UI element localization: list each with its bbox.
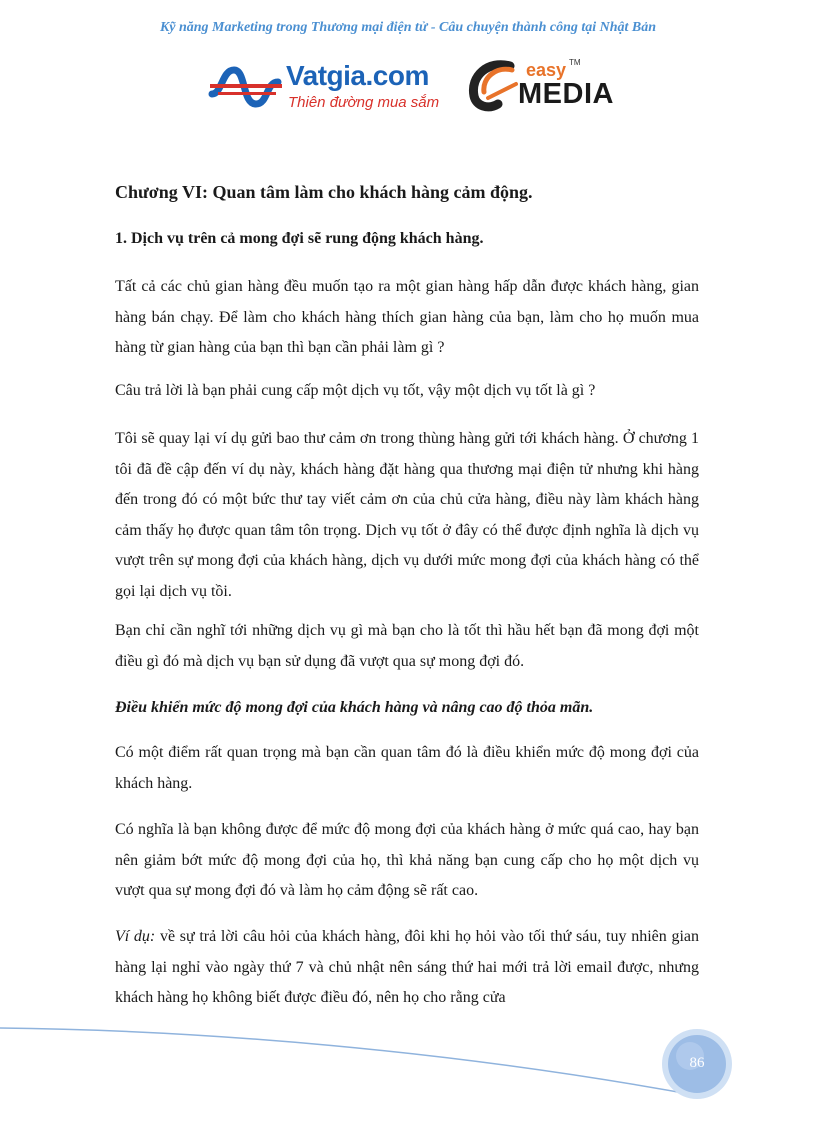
media-wordmark: MEDIA xyxy=(518,78,614,110)
section-1-title: 1. Dịch vụ trên cả mong đợi sẽ rung động khách hàng. xyxy=(115,230,484,247)
paragraph-2: Câu trả lời là bạn phải cung cấp một dịch vụ tốt, vậy một dịch vụ tốt là gì ? xyxy=(115,382,596,399)
paragraph-3: Tôi sẽ quay lại ví dụ gửi bao thư cảm ơn trong thùng hàng gửi tới khách hàng. Ở chương 1 tôi đã đề cập đến ví dụ này, khách hàng đặt hàng qua thương mại điện tử nhưng khi hàng đến trong đó có một bức thư tay viết cảm ơn của chủ cửa hàng, điều này làm khách hàng cảm thấy họ được quan tâm tôn trọng. Dịch vụ tốt ở đây có thể được định nghĩa là dịch vụ vượt trên sự mong đợi của khách hàng, dịch vụ dưới mức mong đợi của khách hàng có thể gọi lại dịch vụ tồi. xyxy=(115,430,699,600)
trademark-mark: TM xyxy=(569,58,581,67)
paragraph-6: Có nghĩa là bạn không được để mức độ mong đợi của khách hàng ở mức quá cao, hay bạn nên giảm bớt mức độ mong đợi của họ, thì khả năng bạn cung cấp cho họ một dịch vụ vượt qua sự mong đợi đó và làm họ cảm động sẽ rất cao. xyxy=(115,821,699,899)
example-label: Ví dụ: xyxy=(115,928,156,945)
page-number: 86 xyxy=(689,1055,705,1071)
running-header: Kỹ năng Marketing trong Thương mại điện tử - Câu chuyện thành công tại Nhật Bản xyxy=(159,20,657,35)
paragraph-1: Tất cả các chủ gian hàng đều muốn tạo ra một gian hàng hấp dẫn được khách hàng, gian hàng bán chạy. Để làm cho khách hàng thích gian hàng của bạn, làm cho họ muốn mua hàng từ gian hàng của bạn thì bạn cần phải làm gì ? xyxy=(115,278,699,356)
paragraph-7-text: về sự trả lời câu hỏi của khách hàng, đôi khi họ hỏi vào tối thứ sáu, tuy nhiên gian hàng lại nghỉ vào ngày thứ 7 và chủ nhật nên sáng thứ hai mới trả lời email được, nhưng khách hàng họ không biết được điều đó, nên họ cho rằng cửa xyxy=(115,928,699,1006)
vatgia-wordmark: Vatgia.com xyxy=(286,60,429,91)
paragraph-5: Có một điểm rất quan trọng mà bạn cần quan tâm đó là điều khiển mức độ mong đợi của khách hàng. xyxy=(115,744,699,792)
italic-subheading: Điều khiển mức độ mong đợi của khách hàng và nâng cao độ thỏa mãn. xyxy=(115,699,594,716)
chapter-title: Chương VI: Quan tâm làm cho khách hàng cảm động. xyxy=(115,182,533,202)
easy-wordmark: easy xyxy=(526,60,567,80)
vatgia-tagline: Thiên đường mua sắm xyxy=(288,94,440,111)
paragraph-4: Bạn chỉ cần nghĩ tới những dịch vụ gì mà bạn cho là tốt thì hầu hết bạn đã mong đợi một điều gì đó mà dịch vụ bạn sử dụng đã vượt qua sự mong đợi đó. xyxy=(115,622,699,670)
